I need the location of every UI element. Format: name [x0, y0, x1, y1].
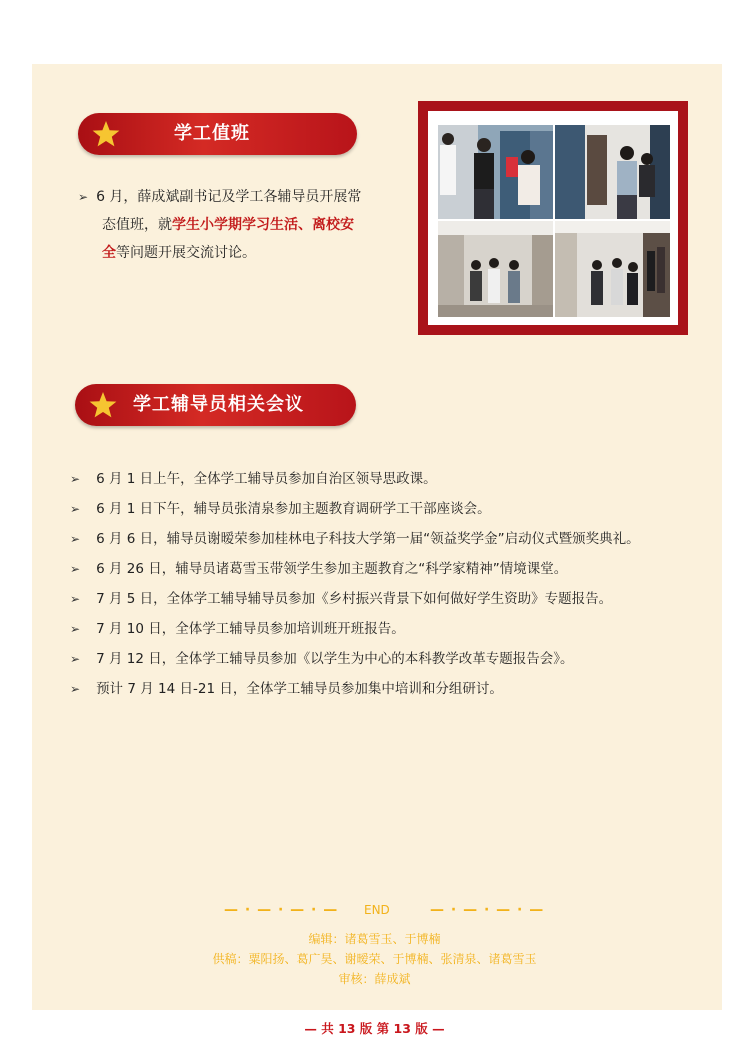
- star-icon: [90, 118, 122, 150]
- end-divider: [0, 902, 749, 922]
- list-item: ➢ 预计 7 月 14 日-21 日，全体学工辅导员参加集中培训和分组研讨。: [70, 681, 503, 697]
- highlight-text: 学生小学期学习生活、离校安: [172, 217, 354, 233]
- divider-dash-right: — · — · — · —: [430, 902, 545, 918]
- page-footer: — 共 13 版 第 13 版 —: [304, 1021, 445, 1036]
- credits-contributors: 供稿：粟阳扬、葛广昊、谢暧荣、于博楠、张清泉、诸葛雪玉: [212, 952, 537, 966]
- highlight-text: 全: [102, 245, 116, 261]
- list-item: ➢ 6 月 6 日，辅导员谢暧荣参加桂林电子科技大学第一届“领益奖学金”启动仪式暨颁奖典礼。: [70, 531, 640, 547]
- star-icon: [87, 389, 119, 421]
- section-banner-meetings: [75, 384, 356, 426]
- duty-photo-2: [555, 125, 670, 219]
- duty-paragraph: ➢ 6 月，薛成斌副书记及学工各辅导员开展常 态值班，就学生小学期学习生活、离校安 全等问题开展交流讨论。: [78, 189, 362, 261]
- arrow-bullet-icon: ➢: [70, 502, 81, 516]
- section-title: 学工辅导员相关会议: [133, 394, 304, 415]
- arrow-bullet-icon: ➢: [70, 532, 81, 546]
- arrow-bullet-icon: ➢: [70, 592, 81, 606]
- arrow-bullet-icon: ➢: [70, 652, 81, 666]
- duty-photo-1: [438, 125, 553, 219]
- photo-frame: [418, 101, 688, 335]
- list-item: ➢ 6 月 1 日下午，辅导员张清泉参加主题教育调研学工干部座谈会。: [70, 501, 491, 517]
- end-label: END: [364, 903, 390, 917]
- arrow-bullet-icon: ➢: [70, 682, 81, 696]
- list-item: ➢ 7 月 10 日，全体学工辅导员参加培训班开班报告。: [70, 621, 405, 637]
- divider-dash-left: — · — · — · —: [224, 902, 339, 918]
- arrow-bullet-icon: ➢: [78, 190, 89, 204]
- list-item: ➢ 7 月 12 日，全体学工辅导员参加《以学生为中心的本科教学改革专题报告会》。: [70, 651, 574, 667]
- list-item: ➢ 6 月 1 日上午，全体学工辅导员参加自治区领导思政课。: [70, 471, 437, 487]
- list-item: ➢ 7 月 5 日，全体学工辅导辅导员参加《乡村振兴背景下如何做好学生资助》专题报告。: [70, 591, 613, 607]
- list-item: ➢ 6 月 26 日，辅导员诸葛雪玉带领学生参加主题教育之“科学家精神”情境课堂。: [70, 561, 568, 577]
- section-banner-duty: [78, 113, 357, 155]
- arrow-bullet-icon: ➢: [70, 472, 81, 486]
- duty-photo-3: [438, 221, 553, 317]
- section-title: 学工值班: [174, 123, 250, 144]
- arrow-bullet-icon: ➢: [70, 562, 81, 576]
- credits-editors: 编辑：诸葛雪玉、于博楠: [308, 932, 441, 946]
- arrow-bullet-icon: ➢: [70, 622, 81, 636]
- meeting-list: [70, 466, 710, 706]
- credits-reviewer: 审核：薛成斌: [338, 972, 411, 986]
- duty-photo-4: [555, 221, 670, 317]
